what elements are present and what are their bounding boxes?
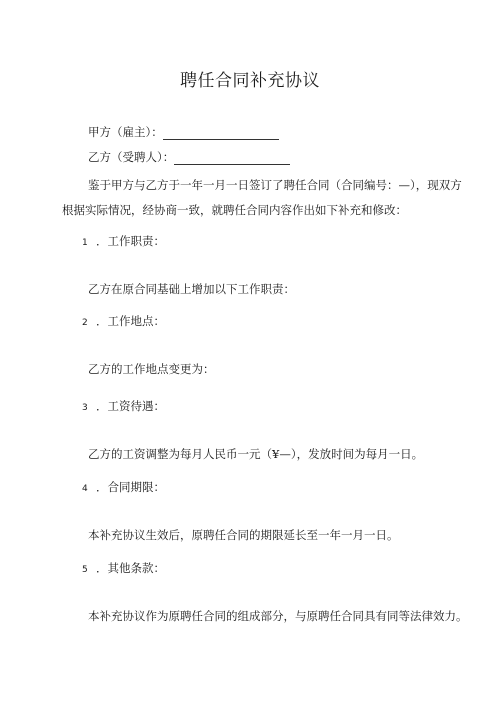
section-heading-text: ．合同期限： — [96, 480, 165, 494]
section-heading-text: ．工作职责： — [96, 234, 165, 248]
section-number: 5 — [82, 565, 88, 575]
party-b-line — [88, 149, 290, 165]
section-heading-text: ．其他条款： — [96, 561, 165, 575]
party-b-label: 乙方（受聘人）： — [88, 150, 175, 164]
section-body: 本补充协议生效后，原聘任合同的期限延长至一年一月一日。 — [88, 528, 399, 542]
section-heading — [82, 398, 165, 416]
section-heading — [82, 233, 165, 251]
section-heading-text: ．工作地点： — [96, 314, 165, 328]
party-a-line — [88, 124, 279, 140]
section-number: 3 — [82, 403, 88, 413]
section-heading — [82, 479, 165, 497]
section-body: 本补充协议作为原聘任合同的组成部分，与原聘任合同具有同等法律效力。 — [88, 609, 468, 623]
section-heading — [82, 313, 165, 331]
section-number: 4 — [82, 484, 88, 494]
section-number: 2 — [82, 318, 88, 328]
preamble-line-1: 鉴于甲方与乙方于一年一月一日签订了聘任合同（合同编号：—），现双方 — [88, 178, 462, 192]
party-a-label: 甲方（雇主）： — [88, 125, 163, 139]
document-title: 聘任合同补充协议 — [180, 71, 320, 91]
section-heading — [82, 560, 165, 578]
party-b-blank — [174, 152, 290, 165]
section-body: 乙方的工资调整为每月人民币一元（¥—），发放时间为每月一日。 — [88, 447, 424, 461]
section-heading-text: ．工资待遇： — [96, 399, 165, 413]
section-body: 乙方在原合同基础上增加以下工作职责： — [88, 282, 295, 296]
section-number: 1 — [82, 238, 88, 248]
preamble-line-2: 根据实际情况，经协商一致，就聘任合同内容作出如下补充和修改： — [62, 203, 407, 217]
party-a-blank — [163, 127, 279, 140]
section-body: 乙方的工作地点变更为： — [88, 362, 215, 376]
